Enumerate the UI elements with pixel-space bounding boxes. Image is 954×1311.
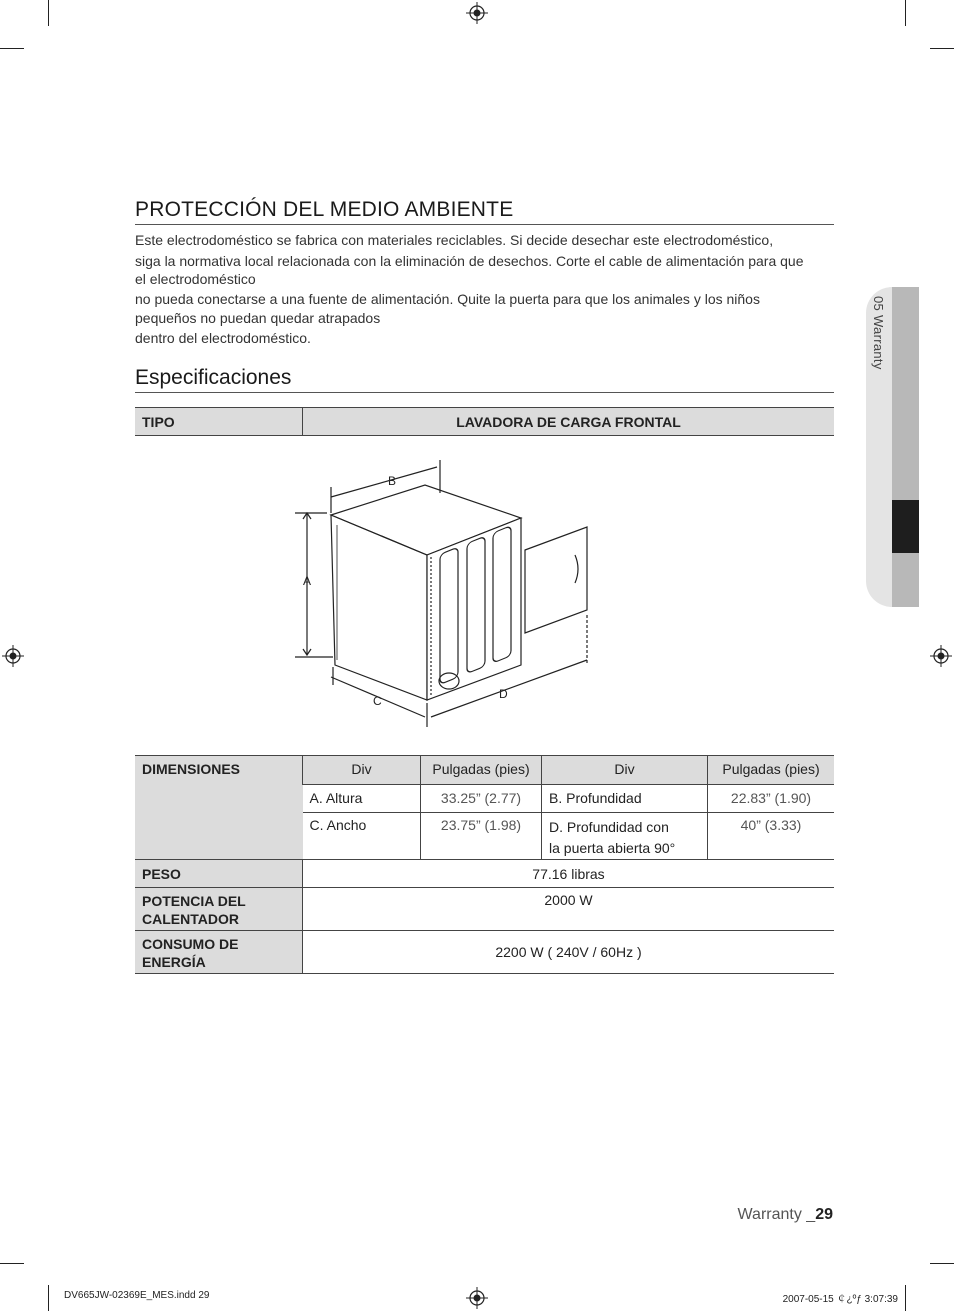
registration-mark-icon <box>466 2 488 24</box>
paragraph-line: dentro del electrodoméstico. <box>135 330 311 346</box>
heater-label <box>135 888 303 931</box>
crop-mark <box>930 48 954 49</box>
dim-value: 23.75” (1.98) <box>421 813 542 860</box>
crop-mark <box>0 1263 24 1264</box>
crop-mark <box>48 1285 49 1311</box>
type-value: LAVADORA DE CARGA FRONTAL <box>303 408 835 436</box>
section-title-environment: PROTECCIÓN DEL MEDIO AMBIENTE <box>135 197 834 225</box>
consumption-label <box>135 931 303 974</box>
dim-name: B. Profundidad <box>542 785 708 813</box>
type-table <box>135 407 834 436</box>
weight-label: PESO <box>135 860 303 888</box>
registration-mark-icon <box>466 1287 488 1309</box>
chapter-label: 05 Warranty <box>871 296 886 370</box>
heater-label-line: POTENCIA DEL <box>142 893 246 909</box>
consumption-value: 2200 W ( 240V / 60Hz ) <box>303 931 835 974</box>
crop-mark <box>0 48 24 49</box>
crop-mark <box>905 1285 906 1311</box>
dim-value: 33.25” (2.77) <box>421 785 542 813</box>
diagram-label-a: A <box>303 574 312 588</box>
specifications-table <box>135 755 834 974</box>
dim-value: 40” (3.33) <box>708 813 835 860</box>
chapter-indicator <box>892 500 919 553</box>
diagram-label-d: D <box>499 687 508 701</box>
registration-mark-icon <box>2 645 24 667</box>
slug-left: DV665JW-02369E_MES.indd 29 <box>64 1290 210 1301</box>
dim-name-line: D. Profundidad con <box>549 819 669 835</box>
chapter-bar <box>892 287 919 607</box>
dim-value: 22.83” (1.90) <box>708 785 835 813</box>
diagram-label-c: C <box>373 694 382 708</box>
crop-mark <box>930 1263 954 1264</box>
paragraph-line: pequeños no puedan quedar atrapados <box>135 310 381 326</box>
dim-name-line: la puerta abierta 90° <box>549 840 676 856</box>
type-label: TIPO <box>135 408 303 436</box>
dim-name: C. Ancho <box>303 813 421 860</box>
header-div: Div <box>303 756 421 785</box>
crop-mark <box>48 0 49 26</box>
registration-mark-icon <box>930 645 952 667</box>
section-title-specifications: Especificaciones <box>135 365 834 393</box>
consumption-label-line: ENERGÍA <box>142 954 206 970</box>
consumption-label-line: CONSUMO DE <box>142 936 239 952</box>
crop-mark <box>905 0 906 26</box>
page-footer <box>738 1206 833 1224</box>
header-div: Div <box>542 756 708 785</box>
dimension-diagram <box>285 455 605 735</box>
dim-name: A. Altura <box>303 785 421 813</box>
paragraph-line: siga la normativa local relacionada con la eliminación de desechos. Corte el cable de alimentación para que <box>135 253 804 269</box>
washer-door <box>525 527 587 633</box>
paragraph-line: Este electrodoméstico se fabrica con materiales reciclables. Si decide desechar este electrodoméstico, <box>135 232 774 248</box>
header-unit: Pulgadas (pies) <box>421 756 542 785</box>
heater-label-line: CALENTADOR <box>142 911 239 927</box>
header-unit: Pulgadas (pies) <box>708 756 835 785</box>
paragraph-line: no pueda conectarse a una fuente de alimentación. Quite la puerta para que los animales y los niños <box>135 291 760 307</box>
diagram-label-b: B <box>388 474 397 488</box>
slug-right: 2007-05-15 ￠¿ºƒ 3:07:39 <box>782 1294 898 1305</box>
dims-label: DIMENSIONES <box>135 756 303 860</box>
weight-value: 77.16 libras <box>303 860 835 888</box>
heater-value: 2000 W <box>303 888 835 931</box>
page-number: 29 <box>815 1206 833 1223</box>
dim-name <box>542 813 708 860</box>
paragraph-line: el electrodoméstico <box>135 271 256 287</box>
footer-prefix: Warranty _ <box>737 1206 816 1223</box>
